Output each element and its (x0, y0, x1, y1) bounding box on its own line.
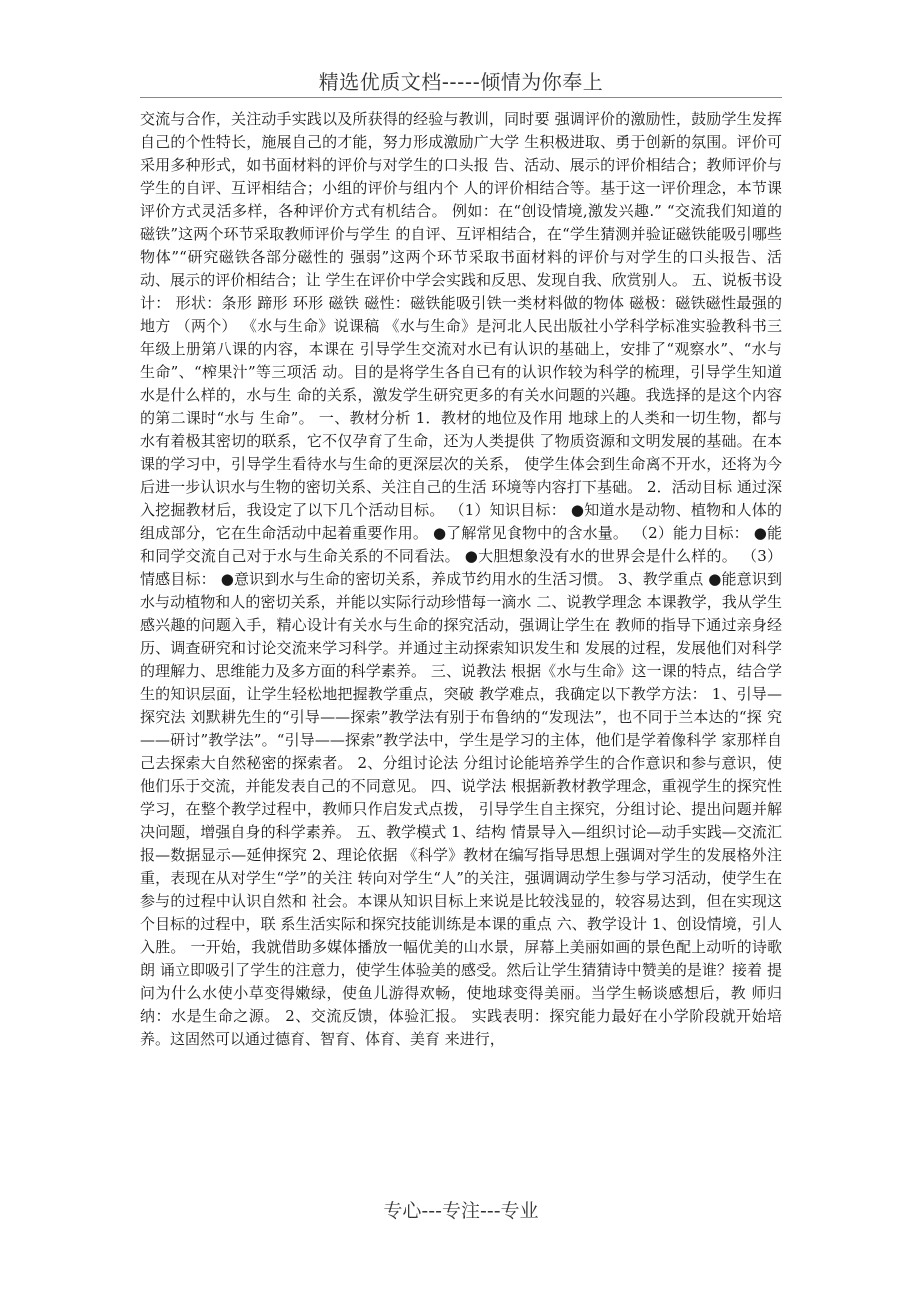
header-divider (140, 97, 782, 98)
page-footer: 专心---专注---专业 (383, 1200, 539, 1222)
page-header: 精选优质文档-----倾情为你奉上 (318, 70, 604, 94)
document-body: 交流与合作，关注动手实践以及所获得的经验与教训，同时要 强调评价的激励性，鼓励学生发挥自己的个性特长，施展自己的才能，努力形成激励广大学 生积极进取、勇于创新的氛围。评价可采用多种形式，如书面材料的评价与对学生的口头报 告、活动、展示的评价相结合；教师评价与学生的自评、互评相结合；小组的评价与组内个 人的评价相结合等。基于这一评价理念，本节课评价方式灵活多样，各种评价方式有机结合。 例如：在“创设情境,激发兴趣.” “交流我们知道的磁铁”这两个环节采取教师评价与学生 的自评、互评相结合，在“学生猜测并验证磁铁能吸引哪些物体”“研究磁铁各部分磁性的 强弱”这两个环节采取书面材料的评价与对学生的口头报告、活动、展示的评价相结合；让 学生在评价中学会实践和反思、发现自我、欣赏别人。 五、说板书设计： 形状：条形 蹄形 环形 磁铁 磁性：磁铁能吸引铁一类材料做的物体 磁极：磁铁磁性最强的地方 （两个） 《水与生命》说课稿 《水与生命》是河北人民出版社小学科学标准实验教科书三年级上册第八课的内容，本课在 引导学生交流对水已有认识的基础上，安排了“观察水”、“水与生命”、“榨果汁”等三项活 动。目的是将学生各自已有的认识作较为科学的梳理，引导学生知道水是什么样的，水与生 命的关系，激发学生研究更多的有关水问题的兴趣。我选择的是这个内容的第二课时“水与 生命”。 一、教材分析 1．教材的地位及作用 地球上的人类和一切生物，都与水有着极其密切的联系，它不仅孕育了生命，还为人类提供 了物质资源和文明发展的基础。在本课的学习中，引导学生看待水与生命的更深层次的关系， 使学生体会到生命离不开水，还将为今后进一步认识水与生物的密切关系、关注自己的生活 环境等内容打下基础。 2．活动目标 通过深入挖掘教材后，我设定了以下几个活动目标。 （1）知识目标： ●知道水是动物、植物和人体的组成部分，它在生命活动中起着重要作用。 ●了解常见食物中的含水量。 （2）能力目标： ●能和同学交流自己对于水与生命关系的不同看法。 ●大胆想象没有水的世界会是什么样的。 （3）情感目标： ●意识到水与生命的密切关系，养成节约用水的生活习惯。 3、教学重点 ●能意识到水与动植物和人的密切关系，并能以实际行动珍惜每一滴水 二、说教学理念 本课教学，我从学生感兴趣的问题入手，精心设计有关水与生命的探究活动，强调让学生在 教师的指导下通过亲身经历、调查研究和讨论交流来学习科学。并通过主动探索知识发生和 发展的过程，发展他们对科学的理解力、思维能力及多方面的科学素养。 三、说教法 根据《水与生命》这一课的特点，结合学生的知识层面，让学生轻松地把握教学重点，突破 教学难点，我确定以下教学方法： 1、引导—探究法 刘默耕先生的“引导——探索”教学法有别于布鲁纳的“发现法”，也不同于兰本达的“探 究——研讨”教学法”。“引导——探索”教学法中，学生是学习的主体，他们是学着像科学 家那样自己去探索大自然秘密的探索者。 2、分组讨论法 分组讨论能培养学生的合作意识和参与意识，使他们乐于交流，并能发表自己的不同意见。 四、说学法 根据新教材教学理念，重视学生的探究性学习，在整个教学过程中，教师只作启发式点拨， 引导学生自主探究，分组讨论、提出问题并解决问题，增强自身的科学素养。 五、教学模式 1、结构 情景导入—组织讨论—动手实践—交流汇报—数据显示—延伸探究 2、理论依据 《科学》教材在编写指导思想上强调对学生的发展格外注重，表现在从对学生“学”的关注 转向对学生“人”的关注，强调调动学生参与学习活动，使学生在参与的过程中认识自然和 社会。本课从知识目标上来说是比较浅显的，较容易达到，但在实现这个目标的过程中，联 系生活实际和探究技能训练是本课的重点 六、教学设计 1、创设情境，引人入胜。 一开始，我就借助多媒体播放一幅优美的山水景，屏幕上美丽如画的景色配上动听的诗歌朗 诵立即吸引了学生的注意力，使学生体验美的感受。然后让学生猜猜诗中赞美的是谁？接着 提问为什么水使小草变得嫩绿，使鱼儿游得欢畅，使地球变得美丽。当学生畅谈感想后，教 师归纳：水是生命之源。 2、交流反馈，体验汇报。 实践表明：探究能力最好在小学阶段就开始培养。这固然可以通过德育、智育、体育、美育 来进行， (140, 110, 782, 1048)
